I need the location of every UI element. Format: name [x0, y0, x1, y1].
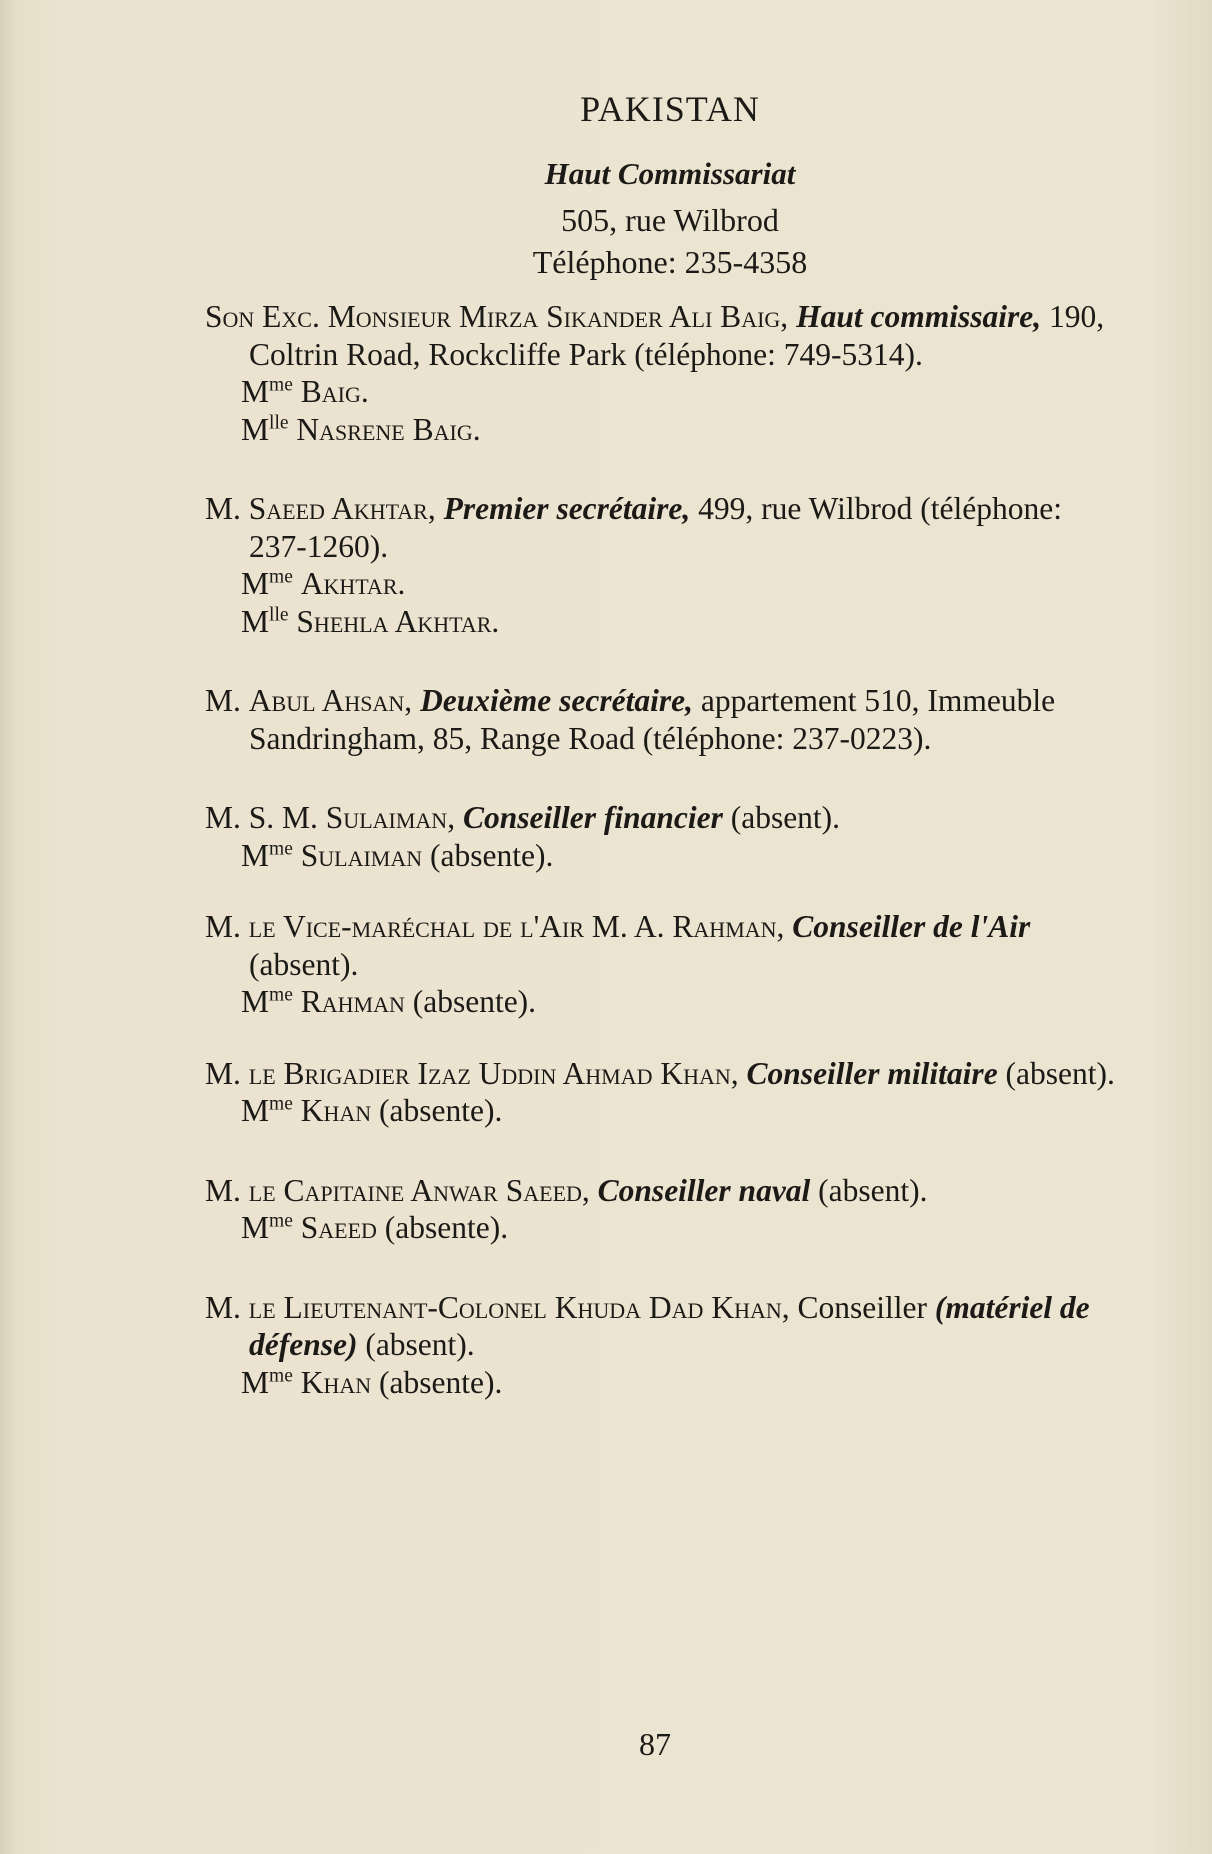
staff-entry: M. Saeed Akhtar, Premier secrétaire, 499, rue Wilbrod (téléphone: 237-1260).: [205, 491, 1062, 564]
family-member: $M^{me}$ Baig.: [241, 374, 369, 409]
mission-name: Haut Commissariat: [544, 156, 796, 191]
staff-title: Conseiller: [797, 1289, 927, 1325]
staff-entry: [205, 298, 1125, 373]
staff-name: Son Exc. Monsieur Mirza Sikander Ali Baig,: [205, 299, 789, 334]
staff-entry: M. le Vice-maréchal de l'Air M. A. Rahman, Conseiller de l'Air (absent).: [205, 909, 1031, 982]
staff-name: S. M. Sulaiman,: [248, 800, 456, 835]
family-member: $M^{me}$ Khan (absente).: [241, 1093, 503, 1128]
staff-entry: M. le Brigadier Izaz Uddin Ahmad Khan, Conseiller militaire (absent).: [205, 1055, 1115, 1091]
staff-details: (absent).: [1005, 1055, 1115, 1091]
staff-name: Saeed Akhtar,: [248, 491, 436, 526]
page-number: 87: [639, 1726, 671, 1762]
staff-entry: M. S. M. Sulaiman, Conseiller financier (absent).: [205, 800, 841, 835]
country-heading: PAKISTAN: [580, 89, 760, 129]
family-member: $M^{me}$ Sulaiman (absente).: [241, 837, 554, 873]
staff-title-detail: (matériel de défense): [249, 1289, 1090, 1362]
staff-details: (absent).: [730, 800, 841, 835]
staff-name: le Brigadier Izaz Uddin Ahmad Khan,: [248, 1055, 739, 1091]
staff-name: le Lieutenant-Colonel Khuda Dad Khan,: [248, 1289, 790, 1325]
staff-entry: M. Abul Ahsan, Deuxième secrétaire, appartement 510, Immeuble Sandringham, 85, Range Road (téléphone: 237-0223).: [205, 683, 1056, 756]
family-member: $M^{me}$ Akhtar.: [241, 566, 406, 601]
staff-entry: M. le Capitaine Anwar Saeed, Conseiller naval (absent).: [205, 1172, 928, 1208]
staff-title: Conseiller militaire: [746, 1055, 998, 1091]
family-member: $M^{lle}$ Nasrene Baig.: [241, 411, 481, 447]
staff-name: le Vice-maréchal de l'Air M. A. Rahman,: [248, 909, 785, 944]
staff-entry: M. le Lieutenant-Colonel Khuda Dad Khan, Conseiller (matériel de défense) (absent).: [205, 1289, 1090, 1362]
mission-telephone: Téléphone: 235-4358: [532, 244, 808, 280]
staff-title: Haut commissaire,: [796, 299, 1042, 334]
family-member: $M^{me}$ Khan (absente).: [241, 1364, 503, 1400]
staff-details: (absent).: [365, 1327, 475, 1362]
staff-details: (absent).: [818, 1172, 928, 1208]
staff-name: le Capitaine Anwar Saeed,: [248, 1172, 590, 1208]
family-member: $M^{me}$ Saeed (absente).: [241, 1210, 509, 1245]
mission-address: 505, rue Wilbrod: [561, 202, 779, 238]
staff-title: Conseiller de l'Air: [792, 909, 1031, 944]
family-member: $M^{lle}$ Shehla Akhtar.: [241, 603, 500, 639]
staff-details: 499, rue Wilbrod (téléphone: 237-1260).: [249, 491, 1062, 564]
staff-list: [205, 298, 1125, 1401]
staff-title: Conseiller financier: [462, 800, 723, 835]
staff-name: Abul Ahsan,: [248, 683, 413, 718]
staff-title: Conseiller naval: [597, 1172, 811, 1208]
family-member: $M^{me}$ Rahman (absente).: [241, 984, 537, 1019]
staff-details: 190, Coltrin Road, Rockcliffe Park (téléphone: 749-5314).: [249, 299, 1105, 372]
staff-title: Premier secrétaire,: [443, 491, 691, 526]
staff-title: Deuxième secrétaire,: [420, 683, 693, 718]
staff-details: (absent).: [249, 946, 359, 982]
staff-details: appartement 510, Immeuble Sandringham, 85, Range Road (téléphone: 237-0223).: [249, 683, 1056, 756]
